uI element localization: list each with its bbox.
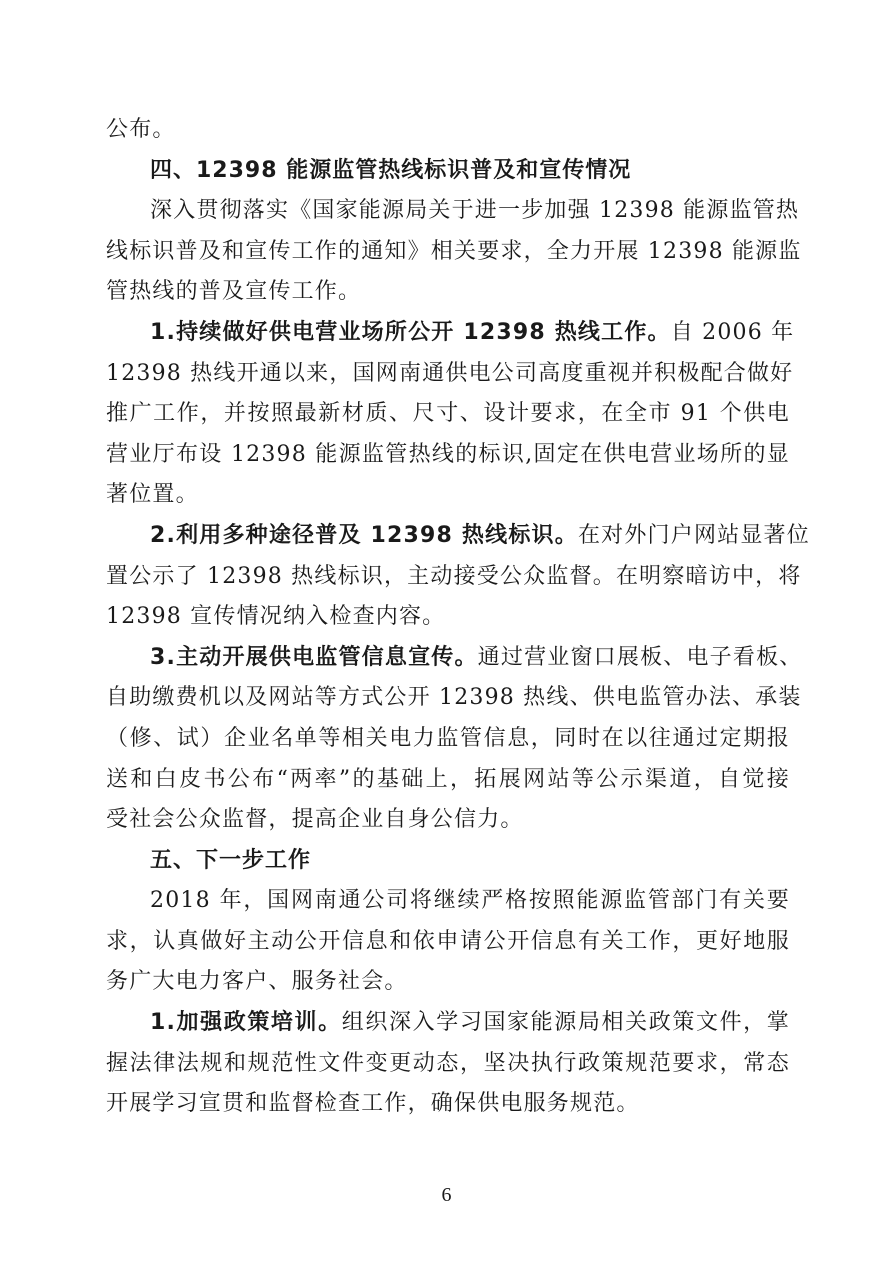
text-run: 求，认真做好主动公开信息和依申请公开信息有关工作，更好地服 xyxy=(106,928,790,954)
text-line xyxy=(106,881,790,922)
text-run: 握法律法规和规范性文件变更动态，坚决执行政策规范要求，常态 xyxy=(106,1050,790,1076)
text-line xyxy=(106,800,790,841)
text-line xyxy=(106,516,810,557)
text-run: 自助缴费机以及网站等方式公开 12398 热线、供电监管办法、承装 xyxy=(106,685,802,711)
text-line xyxy=(106,475,790,516)
text-line xyxy=(106,272,790,313)
text-line xyxy=(106,354,794,395)
text-line xyxy=(106,1084,790,1125)
text-run: 深入贯彻落实《国家能源局关于进一步加强 12398 能源监管热 xyxy=(150,198,800,224)
bold-lead-phrase: 3.主动开展供电监管信息宣传。 xyxy=(150,644,478,670)
text-run: 管热线的普及宣传工作。 xyxy=(106,279,362,305)
text-run: 五、下一步工作 xyxy=(150,847,312,873)
text-line xyxy=(106,435,790,476)
text-run: 12398 热线开通以来，国网南通供电公司高度重视并积极配合做好 xyxy=(106,360,794,386)
text-line xyxy=(106,922,790,963)
bold-lead-phrase: 1.持续做好供电营业场所公开 12398 热线工作。 xyxy=(150,319,671,345)
text-run: 营业厅布设 12398 能源监管热线的标识,固定在供电营业场所的显 xyxy=(106,441,790,467)
bold-lead-phrase: 2.利用多种途径普及 12398 热线标识。 xyxy=(150,522,578,548)
text-run: （修、试）企业名单等相关电力监管信息，同时在以往通过定期报 xyxy=(106,725,790,751)
text-run: 2018 年，国网南通公司将继续严格按照能源监管部门有关要 xyxy=(150,888,790,914)
text-line xyxy=(106,394,790,435)
text-line xyxy=(106,719,790,760)
section-heading xyxy=(106,841,790,882)
text-line xyxy=(106,962,790,1003)
text-run: 置公示了 12398 热线标识，主动接受公众监督。在明察暗访中，将 xyxy=(106,563,802,589)
page-number: 6 xyxy=(441,1184,452,1206)
text-run: 著位置。 xyxy=(106,482,199,508)
text-run: 自 2006 年 xyxy=(670,319,795,345)
text-line xyxy=(106,1044,790,1085)
text-run: 组织深入学习国家能源局相关政策文件，掌 xyxy=(341,1010,790,1036)
text-run: 公布。 xyxy=(106,117,176,142)
text-line xyxy=(106,597,790,638)
text-run: 在对外门户网站显著位 xyxy=(577,522,810,548)
text-line xyxy=(106,313,795,354)
text-line xyxy=(106,191,800,232)
text-line xyxy=(106,1003,790,1044)
text-run: 务广大电力客户、服务社会。 xyxy=(106,969,408,995)
text-line xyxy=(106,557,802,598)
text-run: 通过营业窗口展板、电子看板、 xyxy=(477,644,803,670)
text-line xyxy=(106,110,790,151)
text-line xyxy=(106,638,803,679)
text-line xyxy=(106,232,802,273)
document-body xyxy=(106,110,810,1125)
text-run: 送和白皮书公布“两率”的基础上，拓展网站等公示渠道，自觉接 xyxy=(106,766,790,792)
text-run: 开展学习宣贯和监督检查工作，确保供电服务规范。 xyxy=(106,1091,640,1117)
text-run: 推广工作，并按照最新材质、尺寸、设计要求，在全市 91 个供电 xyxy=(106,401,790,427)
bold-lead-phrase: 1.加强政策培训。 xyxy=(150,1010,342,1036)
text-run: 受社会公众监督，提高企业自身公信力。 xyxy=(106,807,524,833)
text-run: 四、12398 能源监管热线标识普及和宣传情况 xyxy=(150,157,632,183)
text-run: 线标识普及和宣传工作的通知》相关要求，全力开展 12398 能源监 xyxy=(106,238,802,264)
text-line xyxy=(106,678,802,719)
text-line xyxy=(106,760,790,801)
section-heading xyxy=(106,151,790,192)
text-run: 12398 宣传情况纳入检查内容。 xyxy=(106,604,446,630)
